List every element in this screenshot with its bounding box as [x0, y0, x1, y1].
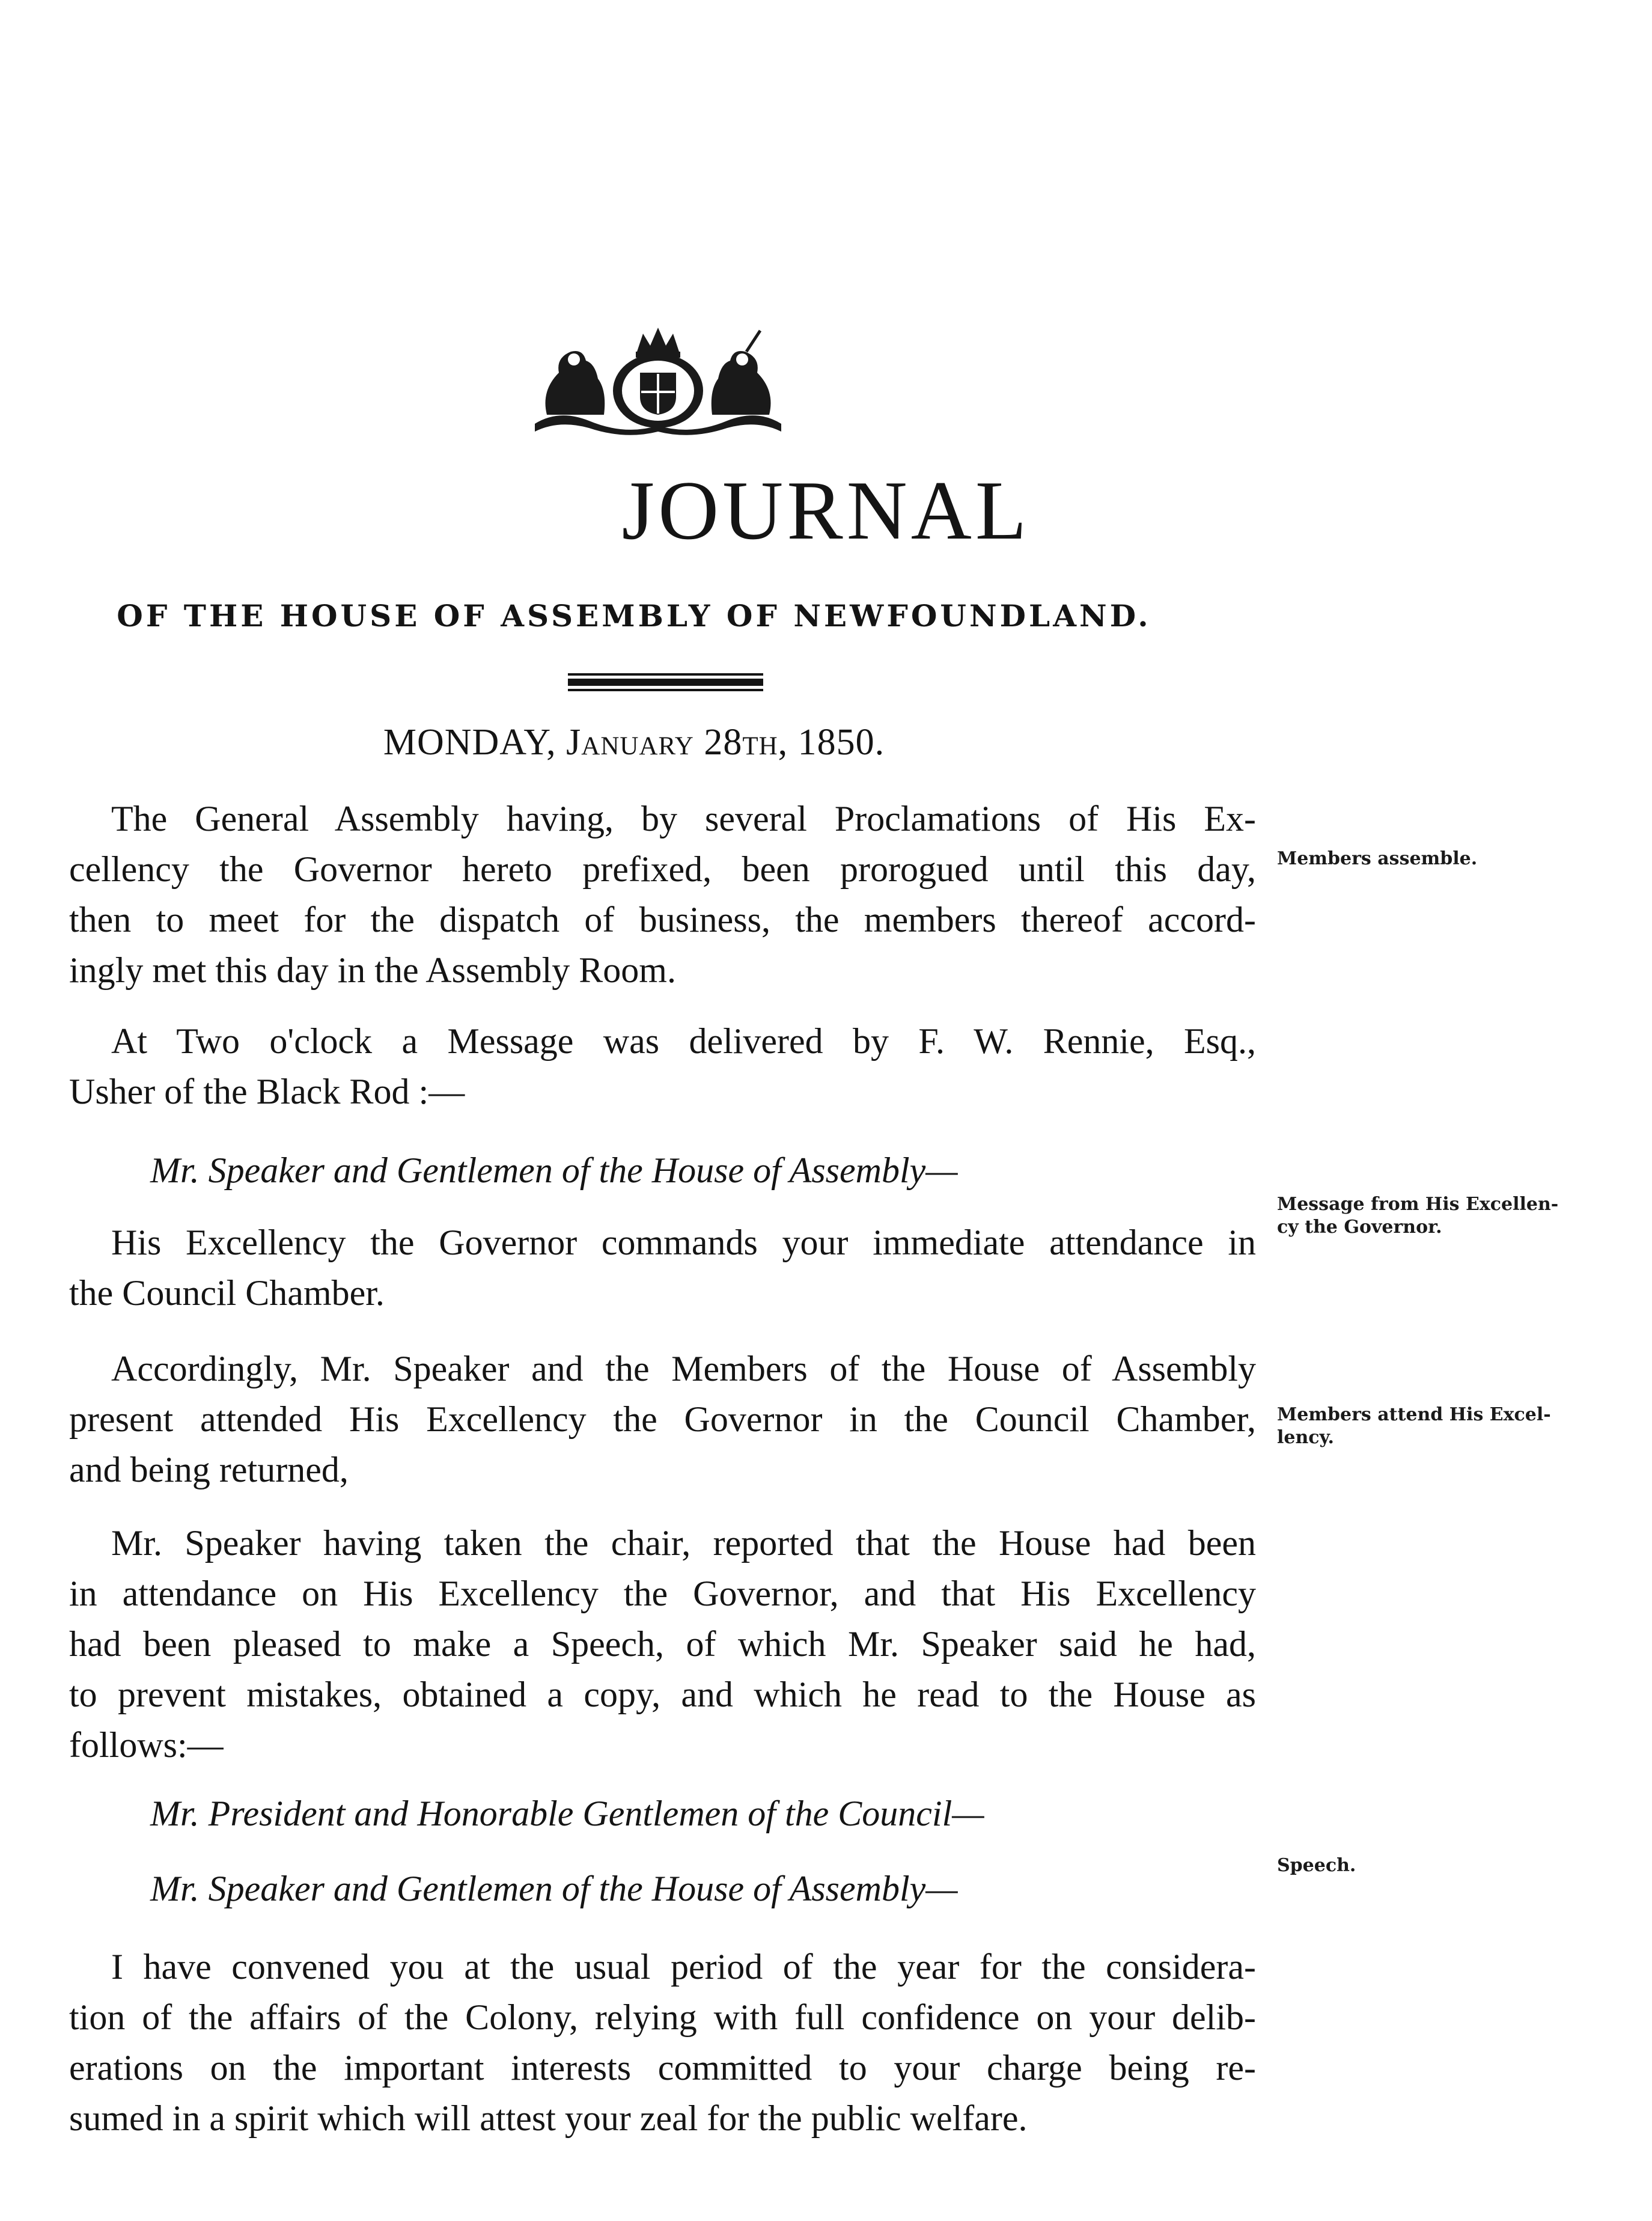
- text-line: His Excellency the Governor commands your immediate attendance in: [111, 1223, 1256, 1262]
- text-line: sumed in a spirit which will attest your zeal for the public welfare.: [69, 2098, 1028, 2138]
- margin-note-line: Members attend His Excel-: [1277, 1404, 1551, 1425]
- margin-note-line: lency.: [1277, 1427, 1334, 1448]
- paragraph-members-attended: [69, 1343, 1256, 1495]
- margin-note-members-attend: [1277, 1404, 1614, 1449]
- margin-note-members-assemble: Members assemble.: [1277, 848, 1478, 869]
- paragraph-governor-commands: [69, 1217, 1256, 1318]
- text-line: Mr. Speaker having taken the chair, reported that the House had been: [111, 1523, 1256, 1563]
- session-date: [0, 718, 1268, 766]
- journal-title: JOURNAL: [621, 464, 1031, 557]
- margin-note-message: [1277, 1193, 1614, 1239]
- paragraph-speech-opening: [69, 1941, 1256, 2143]
- royal-coat-of-arms-icon: [523, 325, 793, 439]
- date-year: 1850.: [797, 722, 885, 763]
- paragraph-message-delivered: [69, 1016, 1256, 1117]
- text-line: At Two o'clock a Message was delivered by F. W. Rennie, Esq.,: [111, 1021, 1256, 1061]
- margin-note-speech: Speech.: [1277, 1855, 1356, 1876]
- text-line: the Council Chamber.: [69, 1273, 385, 1313]
- address-speaker: Mr. Speaker and Gentlemen of the House of Assembly—: [150, 1150, 958, 1190]
- text-line: present attended His Excellency the Governor in the Council Chamber,: [69, 1399, 1256, 1439]
- date-day: 28th,: [704, 722, 788, 763]
- paragraph-speaker-report: [69, 1518, 1256, 1770]
- date-month: January: [566, 722, 694, 763]
- address-speaker-assembly: Mr. Speaker and Gentlemen of the House of Assembly—: [150, 1869, 958, 1908]
- journal-subtitle: OF THE HOUSE OF ASSEMBLY OF NEWFOUNDLAND.: [117, 598, 1151, 634]
- address-president: Mr. President and Honorable Gentlemen of the Council—: [150, 1794, 984, 1833]
- text-line: tion of the affairs of the Colony, relying with full confidence on your delib-: [69, 1997, 1256, 2037]
- text-line: erations on the important interests committed to your charge being re-: [69, 2048, 1256, 2088]
- text-line: The General Assembly having, by several Proclamations of His Ex-: [111, 799, 1256, 839]
- text-line: had been pleased to make a Speech, of which Mr. Speaker said he had,: [69, 1624, 1256, 1664]
- text-line: I have convened you at the usual period of the year for the considera-: [111, 1947, 1256, 1987]
- text-line: ingly met this day in the Assembly Room.: [69, 950, 676, 990]
- text-line: Usher of the Black Rod :—: [69, 1072, 465, 1111]
- text-line: to prevent mistakes, obtained a copy, and which he read to the House as: [69, 1675, 1256, 1714]
- text-line: and being returned,: [69, 1450, 349, 1489]
- margin-note-line: Message from His Excellen-: [1277, 1194, 1559, 1215]
- margin-note-line: cy the Governor.: [1277, 1217, 1442, 1238]
- text-line: then to meet for the dispatch of business, the members thereof accord-: [69, 900, 1256, 939]
- title-rule: [568, 673, 763, 692]
- text-line: in attendance on His Excellency the Governor, and that His Excellency: [69, 1574, 1256, 1613]
- text-line: follows:—: [69, 1725, 224, 1765]
- text-line: Accordingly, Mr. Speaker and the Members of the House of Assembly: [111, 1349, 1256, 1389]
- paragraph-proclamation: [69, 793, 1256, 995]
- text-line: cellency the Governor hereto prefixed, been prorogued until this day,: [69, 849, 1256, 889]
- date-weekday: MONDAY,: [383, 722, 556, 763]
